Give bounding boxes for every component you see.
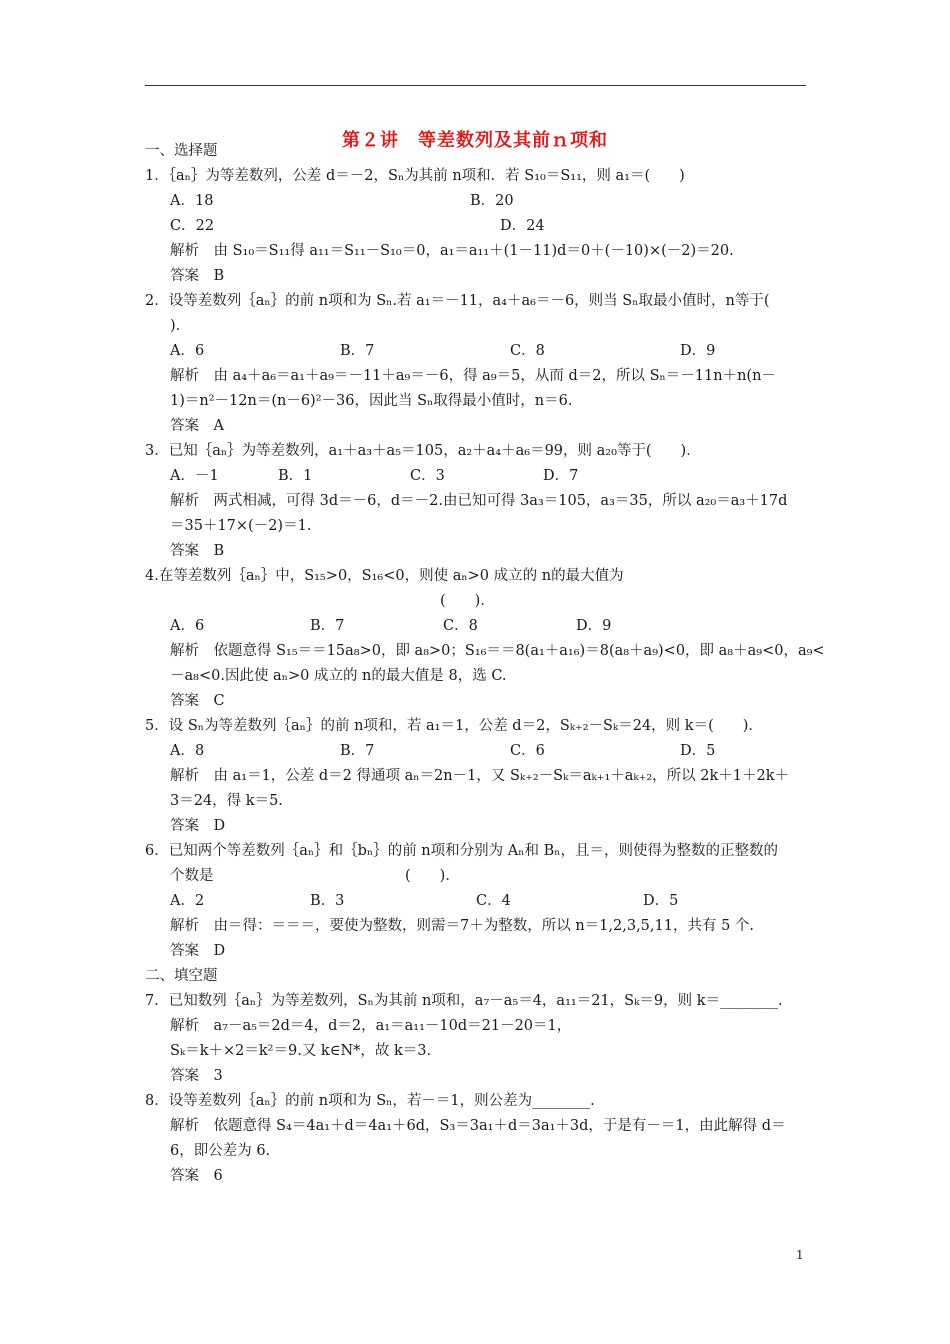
text-line: B．20 — [470, 193, 514, 209]
text-line: 答案 B — [170, 268, 225, 284]
text-line: B．7 — [340, 343, 375, 359]
text-line: 二、填空题 — [145, 968, 218, 984]
text-line: －a₈<0.因此使 aₙ>0 成立的 n的最大值是 8，选 C. — [170, 668, 507, 684]
text-line: B．7 — [340, 743, 375, 759]
text-line: 解析 两式相减，可得 3d＝－6，d＝－2.由已知可得 3a₃＝105，a₃＝35，所以 a₂₀＝a₃＋17d — [170, 493, 788, 509]
text-line: 答案 3 — [170, 1068, 223, 1084]
text-line: 1)＝n²－12n＝(n－6)²－36，因此当 Sₙ取得最小值时，n＝6. — [170, 393, 573, 409]
text-line: 解析 由 a₁＝1，公差 d＝2 得通项 aₙ＝2n－1，又 Sₖ₊₂－Sₖ＝aₖ₊₁＋aₖ₊₂，所以 2k＋1＋2k＋ — [170, 768, 790, 784]
text-line: ＝35＋17×(－2)＝1. — [170, 518, 312, 534]
text-line: A．6 — [170, 618, 205, 634]
text-line: B．1 — [278, 468, 313, 484]
text-line: 解析 由 S₁₀＝S₁₁得 a₁₁＝S₁₁－S₁₀＝0，a₁＝a₁₁＋(1－11)d＝0＋(－10)×(－2)＝20. — [170, 243, 734, 259]
text-line: B．3 — [310, 893, 345, 909]
text-line: 解析 依题意得 S₁₅＝＝15a₈>0，即 a₈>0；S₁₆＝＝8(a₁＋a₁₆)＝8(a₈＋a₉)<0，即 a₈＋a₉<0，a₉< — [170, 643, 825, 659]
text-line: 解析 由＝得：＝＝＝，要使为整数，则需＝7＋为整数，所以 n＝1,2,3,5,11，共有 5 个. — [170, 918, 755, 934]
text-line: A．6 — [170, 343, 205, 359]
text-line: A．8 — [170, 743, 205, 759]
text-line: 答案 D — [170, 943, 226, 959]
page-number: 1 — [796, 1248, 804, 1262]
text-line: 3＝24，得 k＝5. — [170, 793, 283, 809]
text-line: 一、选择题 — [145, 143, 218, 159]
text-line: D．24 — [500, 218, 545, 234]
text-line: A．18 — [170, 193, 214, 209]
text-line: 答案 6 — [170, 1168, 223, 1184]
text-line: 6．已知两个等差数列｛aₙ｝和｛bₙ｝的前 n项和分别为 Aₙ和 Bₙ，且＝，则使得为整数的正整数的 — [145, 843, 779, 859]
text-line: 解析 依题意得 S₄＝4a₁＋d＝4a₁＋6d，S₃＝3a₁＋d＝3a₁＋3d，于是有－＝1，由此解得 d＝ — [170, 1118, 786, 1134]
text-line: A．－1 — [170, 468, 219, 484]
text-line: A．2 — [170, 893, 205, 909]
text-line: 3．已知｛aₙ｝为等差数列，a₁＋a₃＋a₅＝105，a₂＋a₄＋a₆＝99，则 a₂₀等于( )． — [145, 443, 701, 459]
text-line: 5．设 Sₙ为等差数列｛aₙ｝的前 n项和，若 a₁＝1，公差 d＝2，Sₖ₊₂－Sₖ＝24，则 k＝( )． — [145, 718, 763, 734]
text-line: 解析 a₇－a₅＝2d＝4，d＝2，a₁＝a₁₁－10d＝21－20＝1， — [170, 1018, 572, 1034]
text-line: 6，即公差为 6. — [170, 1143, 271, 1159]
text-line: 1．｛aₙ｝为等差数列，公差 d＝－2，Sₙ为其前 n项和．若 S₁₀＝S₁₁，则 a₁＝( ) — [145, 168, 685, 184]
text-line: ( )． — [440, 593, 495, 609]
text-line: C．3 — [410, 468, 445, 484]
text-line: C．4 — [476, 893, 511, 909]
text-line: 2．设等差数列｛aₙ｝的前 n项和为 Sₙ.若 a₁＝－11，a₄＋a₆＝－6，则当 Sₙ取最小值时，n等于( — [145, 293, 770, 309]
text-line: C．6 — [510, 743, 545, 759]
text-line: )． — [170, 318, 191, 334]
header-rule — [145, 85, 806, 86]
text-line: 4.在等差数列｛aₙ｝中，S₁₅>0，S₁₆<0，则使 aₙ>0 成立的 n的最大值为 — [145, 568, 624, 584]
text-line: C．8 — [443, 618, 478, 634]
text-line: Sₖ＝k＋×2＝k²＝9.又 k∈N*，故 k＝3. — [170, 1043, 432, 1059]
text-line: D．7 — [543, 468, 579, 484]
text-line: D．5 — [643, 893, 679, 909]
text-line: ( )． — [405, 868, 460, 884]
text-line: 答案 B — [170, 543, 225, 559]
text-line: 个数是 — [170, 868, 214, 884]
text-line: D．9 — [680, 343, 716, 359]
text-line: 7．已知数列｛aₙ｝为等差数列，Sₙ为其前 n项和，a₇－a₅＝4，a₁₁＝21，Sₖ＝9，则 k＝________. — [145, 993, 783, 1009]
text-line: 8．设等差数列｛aₙ｝的前 n项和为 Sₙ，若－＝1，则公差为________. — [145, 1093, 595, 1109]
text-line: 答案 C — [170, 693, 225, 709]
page-title: 第２讲 等差数列及其前ｎ项和 — [342, 130, 608, 151]
text-line: C．8 — [510, 343, 545, 359]
text-line: D．9 — [576, 618, 612, 634]
text-line: 解析 由 a₄＋a₆＝a₁＋a₉＝－11＋a₉＝－6，得 a₉＝5，从而 d＝2，所以 Sₙ＝－11n＋n(n－ — [170, 368, 776, 384]
text-line: 答案 A — [170, 418, 224, 434]
text-line: 答案 D — [170, 818, 226, 834]
text-line: B．7 — [310, 618, 345, 634]
text-line: C．22 — [170, 218, 215, 234]
text-line: D．5 — [680, 743, 716, 759]
